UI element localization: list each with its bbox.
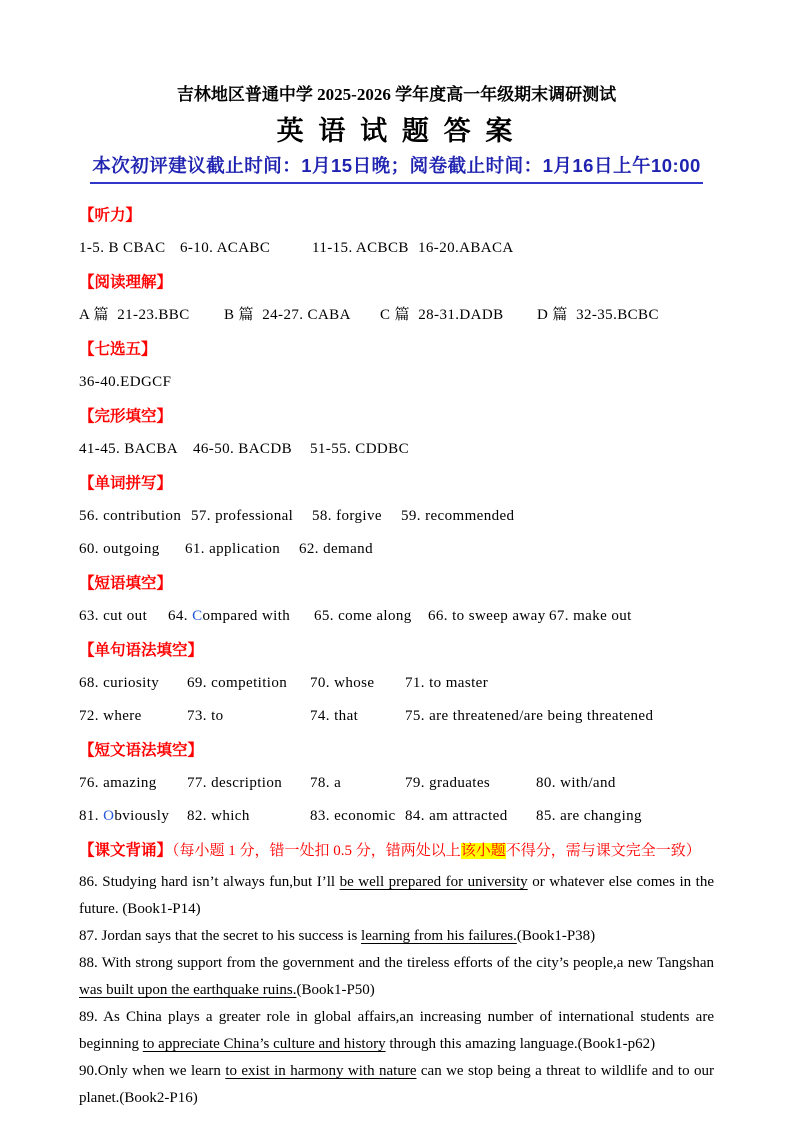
section-header-word-spelling: 【单词拼写】 <box>79 475 173 492</box>
answer-item-blue-letter: O <box>103 808 115 824</box>
passage-grammar-row-2 <box>79 806 714 827</box>
answer-item: 62. demand <box>299 541 373 557</box>
answer-sheet-title: 英 语 试 题 答 案 <box>276 116 517 146</box>
sentence-underlined-answer: to appreciate China’s culture and history <box>142 1036 386 1052</box>
answer-item: 56. contribution <box>79 508 182 524</box>
answer-item-blue-letter: C <box>192 608 203 624</box>
word-spelling-row-2 <box>79 539 714 560</box>
recitation-item-86 <box>79 869 714 923</box>
answer-item-prefix: 64. <box>168 608 193 624</box>
answer-item <box>79 806 187 827</box>
answer-item: 78. a <box>310 775 342 791</box>
sentence-underlined-answer: was built upon the earthquake ruins. <box>79 982 297 998</box>
answer-item: 85. are changing <box>536 808 642 824</box>
word-spelling-row-1 <box>79 506 714 527</box>
section-header-reading: 【阅读理解】 <box>79 274 173 291</box>
deadline-notice-row <box>79 154 714 184</box>
recitation-sentences <box>79 869 714 1112</box>
answer-group: C 篇 28-31.DADB <box>380 307 504 323</box>
answer-item: 74. that <box>310 708 359 724</box>
sentence-text: 88. With strong support from the government and the tireless efforts of the city’s people,a new Tangshan <box>79 955 714 971</box>
answer-group: 6-10. ACABC <box>180 240 271 256</box>
sentence-underlined-answer: to exist in harmony with nature <box>225 1063 417 1079</box>
answer-item: 61. application <box>185 541 281 557</box>
answer-item: 76. amazing <box>79 775 157 791</box>
sentence-text: or whatever else comes in the future. (Book1-P14) <box>79 874 714 917</box>
sentence-underlined-answer: learning from his failures. <box>361 928 517 944</box>
deadline-notice: 本次初评建议截止时间：1月15日晚；阅卷截止时间：1月16日上午10:00 <box>90 154 703 184</box>
answer-item: 71. to master <box>405 675 489 691</box>
answer-item <box>168 606 314 627</box>
answer-group: B 篇 24-27. CABA <box>224 307 351 323</box>
recitation-note-highlight: 该小题 <box>460 843 506 859</box>
sentence-underlined-answer: be well prepared for university <box>339 874 528 890</box>
sentence-text: 86. Studying hard isn’t always fun,but I’ll <box>79 874 340 890</box>
answer-group: 41-45. BACBA <box>79 441 178 457</box>
answer-group: 1-5. B CBAC <box>79 240 166 256</box>
answer-group: A 篇 21-23.BBC <box>79 307 190 323</box>
answer-item: 73. to <box>187 708 224 724</box>
answer-group: D 篇 32-35.BCBC <box>537 307 659 323</box>
recitation-item-90 <box>79 1058 714 1112</box>
cloze-answers-row <box>79 439 714 460</box>
answer-item: 83. economic <box>310 808 396 824</box>
answer-item-rest: ompared with <box>202 608 291 624</box>
answer-item: 79. graduates <box>405 775 491 791</box>
section-header-listening: 【听力】 <box>79 207 142 224</box>
sentence-text: 90.Only when we learn <box>79 1063 226 1079</box>
answer-item-prefix: 81. <box>79 808 104 824</box>
answer-item: 69. competition <box>187 675 288 691</box>
answer-item: 70. whose <box>310 675 375 691</box>
sentence-grammar-row-2 <box>79 706 714 727</box>
answer-group: 36-40.EDGCF <box>79 374 172 390</box>
listening-answers-row <box>79 238 714 259</box>
sentence-grammar-row-1 <box>79 673 714 694</box>
section-header-passage-grammar: 【短文语法填空】 <box>79 742 204 759</box>
sentence-text: 87. Jordan says that the secret to his success is <box>79 928 362 944</box>
section-header-cloze: 【完形填空】 <box>79 408 173 425</box>
answer-item-rest: bviously <box>114 808 170 824</box>
answer-item: 67. make out <box>549 608 632 624</box>
answer-item: 84. am attracted <box>405 808 508 824</box>
answer-group: 16-20.ABACA <box>418 240 514 256</box>
answer-item: 75. are threatened/are being threatened <box>405 708 654 724</box>
answer-group: 51-55. CDDBC <box>310 441 409 457</box>
answer-item: 57. professional <box>191 508 294 524</box>
answer-item: 72. where <box>79 708 142 724</box>
answer-item: 63. cut out <box>79 608 148 624</box>
answer-group: 11-15. ACBCB <box>312 240 409 256</box>
sentence-text: can we stop being a threat to wildlife and to our planet.(Book2-P16) <box>79 1063 714 1106</box>
recitation-header-line <box>79 840 714 862</box>
recitation-note: （每小题 1 分，错一处扣 0.5 分，错两处以上 <box>172 843 461 859</box>
sentence-text: (Book1-P50) <box>296 982 375 998</box>
answer-group: 46-50. BACDB <box>193 441 292 457</box>
answer-item: 82. which <box>187 808 250 824</box>
answer-item: 77. description <box>187 775 283 791</box>
recitation-item-88 <box>79 950 714 1004</box>
passage-grammar-row-1 <box>79 773 714 794</box>
seven-choose-five-answers-row <box>79 372 714 393</box>
exam-title: 吉林地区普通中学 2025-2026 学年度高一年级期末调研测试 <box>176 85 617 104</box>
recitation-note-tail: 不得分，需与课文完全一致） <box>505 843 701 859</box>
answer-item: 66. to sweep away <box>428 608 546 624</box>
section-header-phrase-fill: 【短语填空】 <box>79 575 173 592</box>
sentence-text: 89. As China plays a greater role in global affairs,an increasing number of international students are beginning <box>79 1009 714 1052</box>
recitation-item-89 <box>79 1004 714 1058</box>
section-header-seven-choose-five: 【七选五】 <box>79 341 157 358</box>
answer-item: 65. come along <box>314 608 412 624</box>
reading-answers-row <box>79 305 714 326</box>
section-header-recitation: 【课文背诵】 <box>79 842 173 859</box>
answer-item: 68. curiosity <box>79 675 160 691</box>
phrase-fill-row <box>79 606 714 627</box>
recitation-item-87 <box>79 923 714 950</box>
answer-item: 59. recommended <box>401 508 515 524</box>
sentence-text: (Book1-P38) <box>516 928 596 944</box>
section-header-sentence-grammar: 【单句语法填空】 <box>79 642 204 659</box>
sentence-text: through this amazing language.(Book1-p62) <box>385 1036 656 1052</box>
answer-item: 80. with/and <box>536 775 616 791</box>
answer-item: 58. forgive <box>312 508 382 524</box>
answer-item: 60. outgoing <box>79 541 160 557</box>
